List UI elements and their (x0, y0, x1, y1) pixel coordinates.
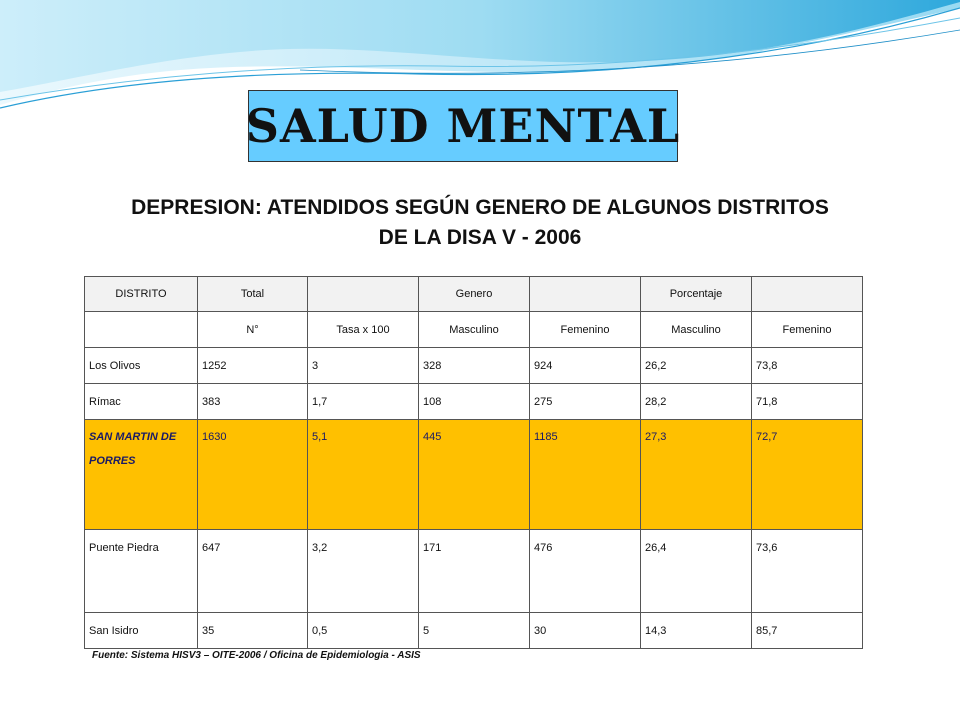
total-n-cell: 35 (198, 613, 308, 649)
total-n-cell: 1630 (198, 420, 308, 530)
table-header-row-2 (85, 312, 863, 348)
header-cell: N° (198, 312, 308, 348)
pct-femenino-cell: 85,7 (752, 613, 863, 649)
subtitle-line-1: DEPRESION: ATENDIDOS SEGÚN GENERO DE ALGUNOS DISTRITOS (131, 196, 829, 219)
pct-femenino-cell: 72,7 (752, 420, 863, 530)
header-cell: Femenino (530, 312, 641, 348)
tasa-cell: 5,1 (308, 420, 419, 530)
tasa-cell: 3,2 (308, 530, 419, 613)
district-cell: San Isidro (85, 613, 198, 649)
header-cell (308, 277, 419, 312)
district-cell: Rímac (85, 384, 198, 420)
table-row (85, 348, 863, 384)
header-cell: Masculino (419, 312, 530, 348)
masculino-cell: 171 (419, 530, 530, 613)
subtitle-line-2: DE LA DISA V - 2006 (378, 226, 582, 249)
header-cell: Femenino (752, 312, 863, 348)
masculino-cell: 108 (419, 384, 530, 420)
pct-masculino-cell: 26,4 (641, 530, 752, 613)
header-cell (752, 277, 863, 312)
source-note: Fuente: Sistema HISV3 – OITE-2006 / Oficina de Epidemiologia - ASIS (92, 650, 421, 661)
header-cell: Genero (419, 277, 530, 312)
pct-masculino-cell: 14,3 (641, 613, 752, 649)
district-cell: Puente Piedra (85, 530, 198, 613)
masculino-cell: 328 (419, 348, 530, 384)
district-cell: Los Olivos (85, 348, 198, 384)
header-cell (85, 312, 198, 348)
slide-subtitle (40, 193, 920, 253)
masculino-cell: 445 (419, 420, 530, 530)
table-row (85, 530, 863, 613)
pct-masculino-cell: 27,3 (641, 420, 752, 530)
table-row (85, 384, 863, 420)
header-cell: Masculino (641, 312, 752, 348)
table-header-row-1 (85, 277, 863, 312)
femenino-cell: 30 (530, 613, 641, 649)
header-cell: Total (198, 277, 308, 312)
femenino-cell: 275 (530, 384, 641, 420)
header-cell: Porcentaje (641, 277, 752, 312)
title-box (245, 90, 681, 162)
total-n-cell: 1252 (198, 348, 308, 384)
pct-femenino-cell: 73,6 (752, 530, 863, 613)
femenino-cell: 476 (530, 530, 641, 613)
header-cell (530, 277, 641, 312)
table-row-highlighted (85, 420, 863, 530)
wave-shape-front (0, 0, 960, 92)
pct-femenino-cell: 71,8 (752, 384, 863, 420)
total-n-cell: 383 (198, 384, 308, 420)
tasa-cell: 0,5 (308, 613, 419, 649)
tasa-cell: 3 (308, 348, 419, 384)
pct-masculino-cell: 28,2 (641, 384, 752, 420)
table-row (85, 613, 863, 649)
pct-masculino-cell: 26,2 (641, 348, 752, 384)
depression-table (84, 276, 863, 649)
femenino-cell: 924 (530, 348, 641, 384)
header-cell: DISTRITO (85, 277, 198, 312)
header-cell: Tasa x 100 (308, 312, 419, 348)
pct-femenino-cell: 73,8 (752, 348, 863, 384)
masculino-cell: 5 (419, 613, 530, 649)
femenino-cell: 1185 (530, 420, 641, 530)
total-n-cell: 647 (198, 530, 308, 613)
district-cell: SAN MARTIN DE PORRES (85, 420, 198, 530)
slide-title: SALUD MENTAL (245, 99, 681, 153)
tasa-cell: 1,7 (308, 384, 419, 420)
